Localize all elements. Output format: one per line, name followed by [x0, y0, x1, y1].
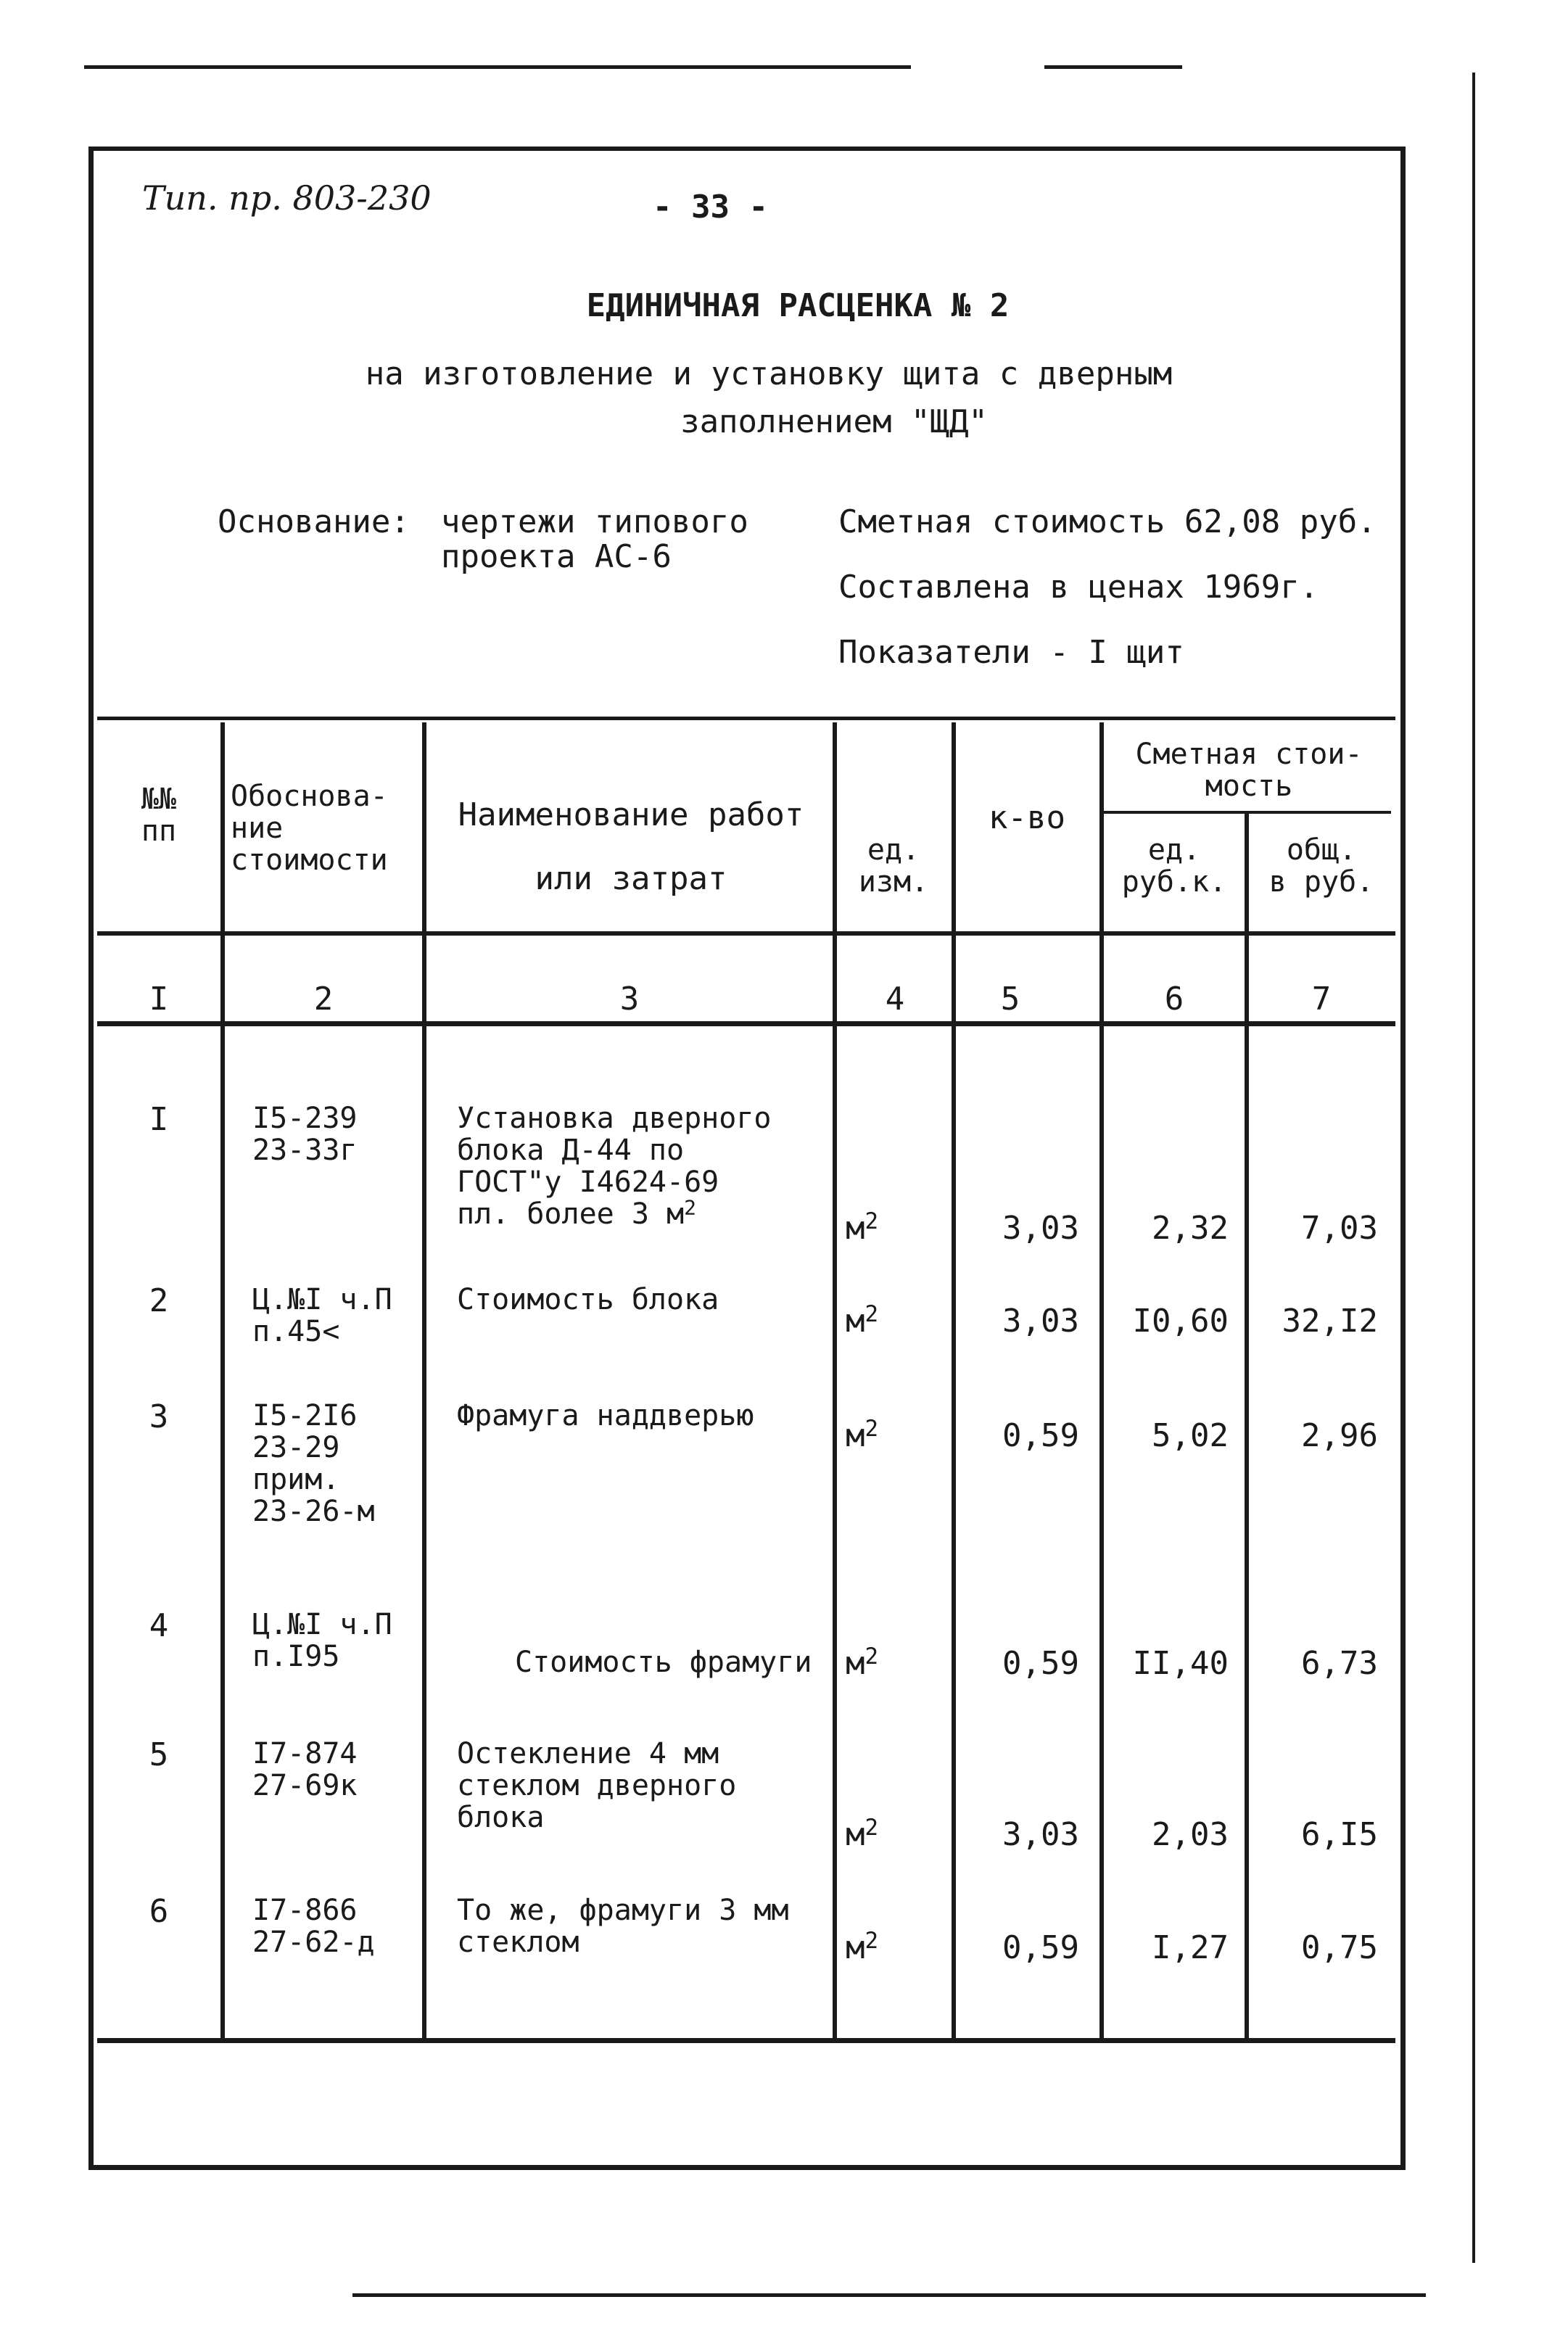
- header-cost-group: Сметная стои- мость: [1135, 738, 1363, 803]
- cell-total: 7,03: [1301, 1210, 1378, 1247]
- header-total-cost: общ. в руб.: [1268, 833, 1374, 899]
- cell-num: 3: [149, 1398, 169, 1435]
- cell-basis: I7-874 27-69к: [252, 1737, 358, 1802]
- header-num: №№ пп: [141, 783, 177, 848]
- table-top-line: [97, 717, 1395, 720]
- cell-basis: I7-866 27-62-д: [252, 1894, 375, 1959]
- header-unit-cost: ед. руб.к.: [1121, 833, 1227, 899]
- cell-unit-cost: 2,32: [1152, 1210, 1229, 1247]
- page-number: - 33 -: [653, 189, 768, 226]
- cell-basis: I5-2I6 23-29 прим. 23-26-м: [252, 1399, 375, 1528]
- cell-unit: $м^2$: [846, 1208, 879, 1247]
- header-name-line2: или затрат: [535, 860, 727, 897]
- cell-total: 2,96: [1301, 1417, 1378, 1454]
- cell-qty: 0,59: [1002, 1645, 1079, 1682]
- cell-name: Стоимость фрамуги: [515, 1646, 812, 1679]
- cell-unit-cost: 5,02: [1152, 1417, 1229, 1454]
- header-name-line1: Наименование работ: [458, 796, 804, 833]
- colnum-7: 7: [1311, 981, 1332, 1018]
- cell-qty: 3,03: [1002, 1816, 1079, 1853]
- cell-basis: I5-239 23-33г: [252, 1102, 358, 1167]
- cell-unit: $м^2$: [846, 1815, 879, 1853]
- colnum-4: 4: [885, 981, 905, 1018]
- cell-unit-cost: 2,03: [1152, 1816, 1229, 1853]
- header-basis: Обоснова- ние стоимости: [231, 780, 388, 877]
- cell-total: 32,I2: [1282, 1303, 1378, 1340]
- doc-title: ЕДИНИЧНАЯ РАСЦЕНКА № 2: [586, 287, 1010, 324]
- col-divider-1: [220, 722, 225, 2039]
- indicators: Показатели - I щит: [838, 634, 1184, 671]
- header-bottom-line: [97, 931, 1395, 936]
- basis-label: Основание:: [218, 503, 410, 540]
- header-unit: ед. изм.: [858, 833, 929, 899]
- cell-qty: 3,03: [1002, 1210, 1079, 1247]
- subtitle-line1: на изготовление и установку щита с дверным: [365, 355, 1173, 392]
- cell-name: Стоимость блока: [457, 1283, 719, 1316]
- cell-num: 5: [149, 1736, 169, 1773]
- col-divider-2: [422, 722, 426, 2039]
- cell-unit-cost: II,40: [1132, 1645, 1229, 1682]
- cell-total: 0,75: [1301, 1929, 1378, 1966]
- cell-basis: Ц.№I ч.П п.I95: [252, 1608, 392, 1673]
- header-qty: к-во: [989, 799, 1065, 836]
- colnum-2: 2: [313, 981, 334, 1018]
- price-level: Составлена в ценах 1969г.: [838, 569, 1319, 606]
- cell-unit: $м^2$: [846, 1301, 879, 1340]
- cell-unit: $м^2$: [846, 1416, 879, 1454]
- cell-name: Установка дверного блока Д-44 по ГОСТ"у I4624-69 пл. более 3 $м^2$: [457, 1102, 772, 1231]
- colnum-3: 3: [619, 981, 640, 1018]
- cell-num: 6: [149, 1893, 169, 1930]
- bottom-rule: [352, 2293, 1426, 2297]
- cell-qty: 3,03: [1002, 1303, 1079, 1340]
- top-rule-left: [84, 65, 911, 69]
- cell-num: I: [149, 1101, 169, 1138]
- table-bottom-line: [97, 2038, 1395, 2043]
- cell-total: 6,I5: [1301, 1816, 1378, 1853]
- colnum-5: 5: [1000, 981, 1020, 1018]
- col-divider-3: [833, 722, 837, 2039]
- right-edge-rule: [1472, 73, 1475, 2263]
- estimated-cost: Сметная стоимость 62,08 руб.: [838, 503, 1377, 540]
- cell-basis: Ц.№I ч.П п.45<: [252, 1283, 392, 1348]
- colnum-bottom-line: [97, 1021, 1395, 1026]
- cell-name: Фрамуга наддверью: [457, 1399, 754, 1432]
- top-rule-right: [1044, 65, 1182, 69]
- cell-unit: $м^2$: [846, 1928, 879, 1966]
- colnum-1: I: [149, 981, 169, 1018]
- cell-unit: $м^2$: [846, 1643, 879, 1682]
- cell-unit-cost: I0,60: [1132, 1303, 1229, 1340]
- cell-num: 2: [149, 1282, 169, 1319]
- subtitle-line2: заполнением "ЩД": [680, 403, 988, 440]
- cell-name: Остекление 4 мм стеклом дверного блока: [457, 1737, 737, 1834]
- cell-name: То же, фрамуги 3 мм стеклом: [457, 1894, 789, 1959]
- basis-text: чертежи типового проекта АС-6: [441, 503, 748, 575]
- cell-num: 4: [149, 1607, 169, 1644]
- colnum-6: 6: [1164, 981, 1184, 1018]
- cell-total: 6,73: [1301, 1645, 1378, 1682]
- cell-qty: 0,59: [1002, 1417, 1079, 1454]
- project-ref: Тип. пр. 803-230: [142, 178, 432, 218]
- cell-unit-cost: I,27: [1152, 1929, 1229, 1966]
- cell-qty: 0,59: [1002, 1929, 1079, 1966]
